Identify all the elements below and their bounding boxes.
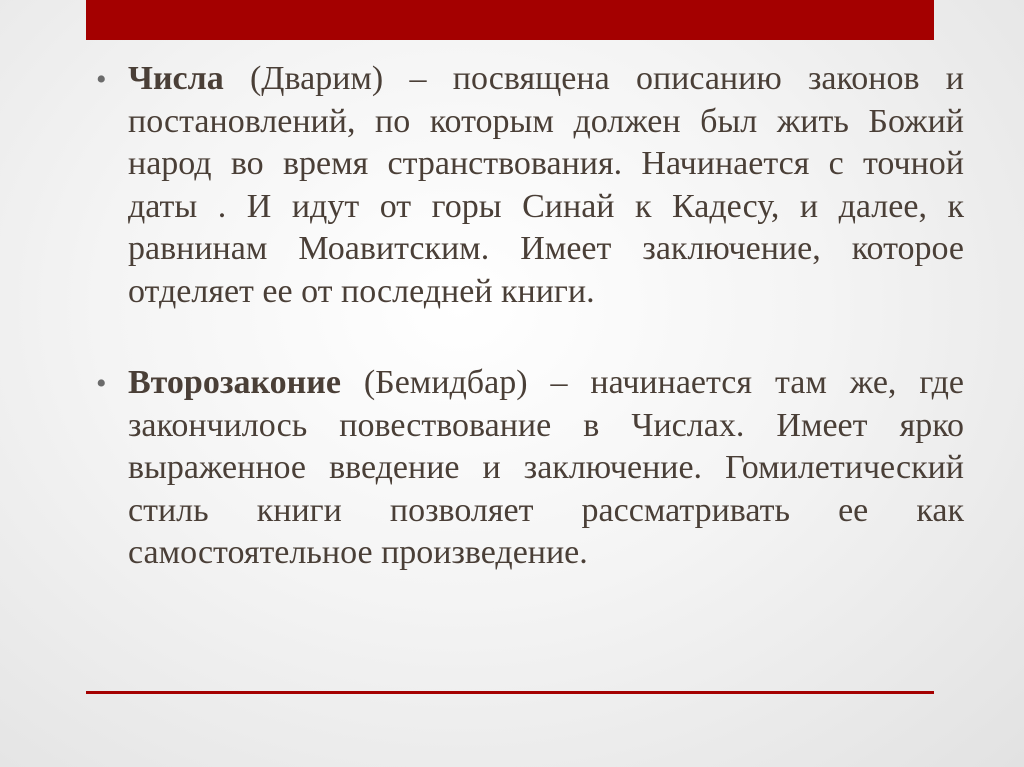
bullet-item-deuteronomy bbox=[96, 362, 964, 575]
bullet-item-numbers bbox=[96, 58, 964, 358]
slide-body bbox=[96, 58, 964, 579]
bottom-accent-rule bbox=[86, 691, 934, 694]
bullet-icon: • bbox=[96, 63, 107, 96]
bullet-paragraph bbox=[128, 58, 964, 358]
bullet-paragraph bbox=[128, 362, 964, 575]
top-accent-bar bbox=[86, 0, 934, 40]
bullet-description: (Дварим) – посвящена описанию законов и постановлений, по которым должен был жить Божий народ во время странствования. Начинается с точной даты . И идут от горы Синай к Кадесу, и далее, к равнинам Моавитским. Имеет заключение, которое отделяет ее от последней книги. bbox=[128, 60, 964, 310]
bullet-term: Второзаконие bbox=[128, 364, 341, 401]
bullet-icon: • bbox=[96, 367, 107, 400]
bullet-description: (Бемидбар) – начинается там же, где закончилось повествование в Числах. Имеет ярко выраженное введение и заключение. Гомилетический стиль книги позволяет рассматривать ее как самостоятельное произведение. bbox=[128, 364, 964, 571]
bullet-term: Числа bbox=[128, 60, 224, 97]
